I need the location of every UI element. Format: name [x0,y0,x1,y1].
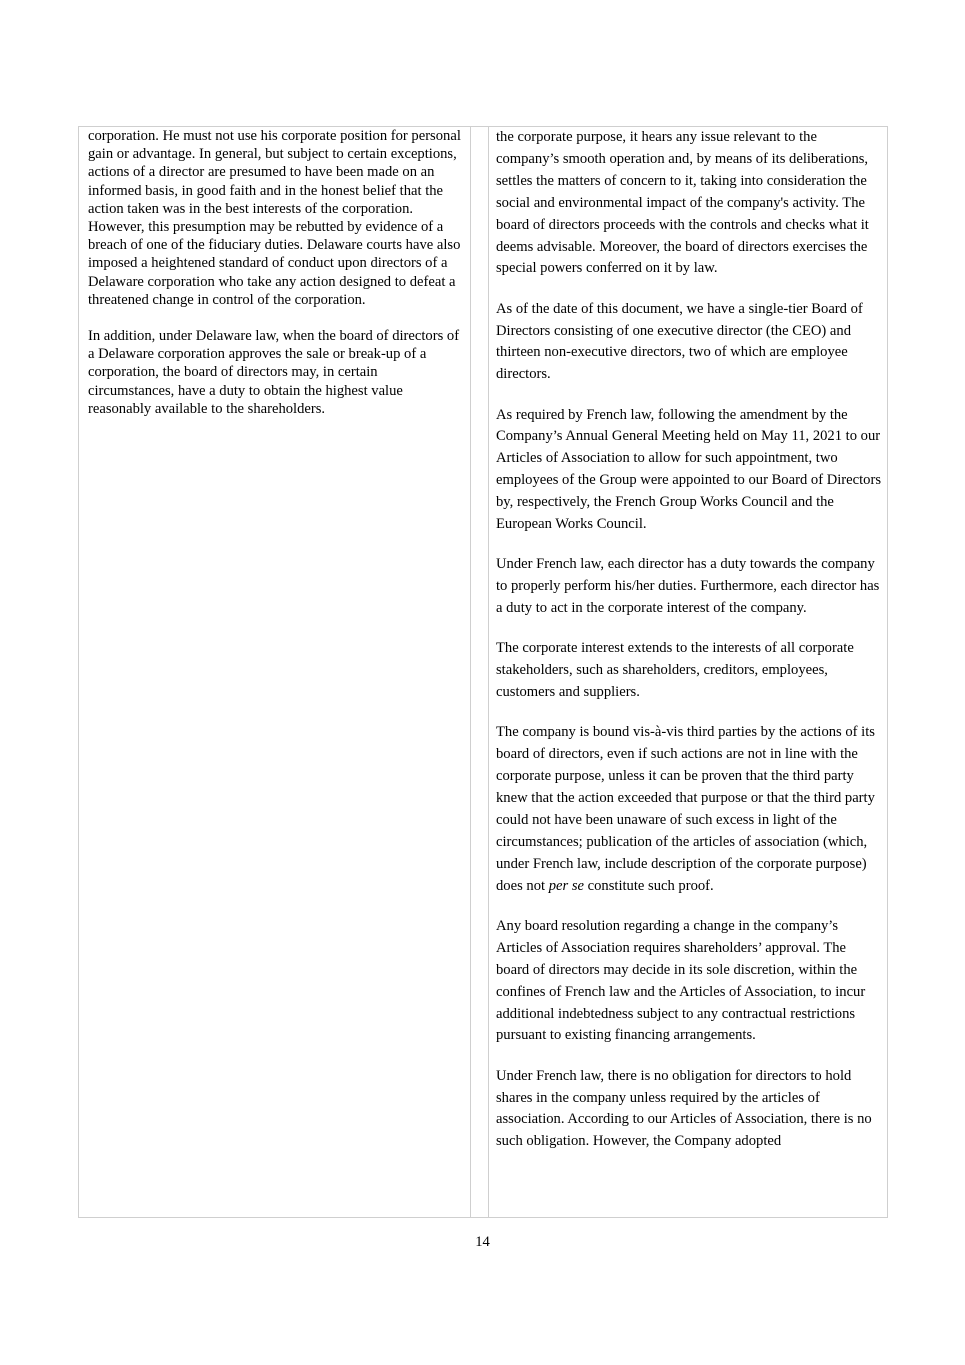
italic-term: per se [548,877,584,894]
paragraph [496,722,882,897]
paragraph: Under French law, each director has a duty towards the company to properly perform his/her duties. Furthermore, each director has a duty to act in the corporate interest of the company. [496,556,880,617]
text-segment: constitute such proof. [587,877,714,894]
page-number: 14 [475,1234,490,1250]
right-column-french-law [496,127,882,1172]
comparison-table [78,126,888,1218]
paragraph: the corporate purpose, it hears any issue relevant to the company’s smooth operation and, by means of its deliberations, settles the matters of concern to it, taking into consideration the social and environmental impact of the company's activity. The board of directors proceeds with the controls and checks what it deems advisable. Moreover, the board of directors exercises the special powers conferred on it by law. [496,129,869,277]
paragraph: In addition, under Delaware law, when the board of directors of a Delaware corporation approves the sale or break-up of a corporation, the board of directors may, in certain circumstances, have a duty to obtain the highest value reasonably available to the shareholders. [88,328,460,417]
column-divider [470,127,471,1217]
column-divider [488,127,489,1217]
paragraph: As of the date of this document, we have a single-tier Board of Directors consisting of one executive director (the CEO) and thirteen non-executive directors, two of which are employee directors. [496,300,863,383]
paragraph: Any board resolution regarding a change in the company’s Articles of Association requires shareholders’ approval. The board of directors may decide in its sole discretion, within the confines of French law and the Articles of Association, to incur additional indebtedness subject to any contractual restrictions pursuant to existing financing arrangements. [496,917,866,1044]
paragraph: As required by French law, following the amendment by the Company’s Annual General Meeting held on May 11, 2021 to our Articles of Association to allow for such appointment, two employees of the Group were appointed to our Board of Directors by, respectively, the French Group Works Council and the European Works Council. [496,406,881,533]
paragraph: Under French law, there is no obligation for directors to hold shares in the company unless required by the articles of association. According to our Articles of Association, there is no such obligation. However, the Company adopted [496,1067,872,1150]
text-segment: The company is bound vis-à-vis third parties by the actions of its board of directors, even if such actions are not in line with the corporate purpose, unless it can be proven that the third party knew that the action exceeded that purpose or that the third party could not have been unaware of such excess in light of the circumstances; publication of the articles of association (which, under French law, include description of the corporate purpose) does not [496,724,875,894]
left-column-delaware-law [88,127,464,436]
paragraph: The corporate interest extends to the interests of all corporate stakeholders, such as shareholders, creditors, employees, customers and suppliers. [496,640,854,701]
paragraph: corporation. He must not use his corporate position for personal gain or advantage. In general, but subject to certain exceptions, actions of a director are presumed to have been made on an informed basis, in good faith and in the honest belief that the action taken was in the best interests of the corporation. However, this presumption may be rebutted by evidence of a breach of one of the fiduciary duties. Delaware courts have also imposed a heightened standard of conduct upon directors of a Delaware corporation who take any action designed to defeat a threatened change in control of the corporation. [88,128,461,308]
